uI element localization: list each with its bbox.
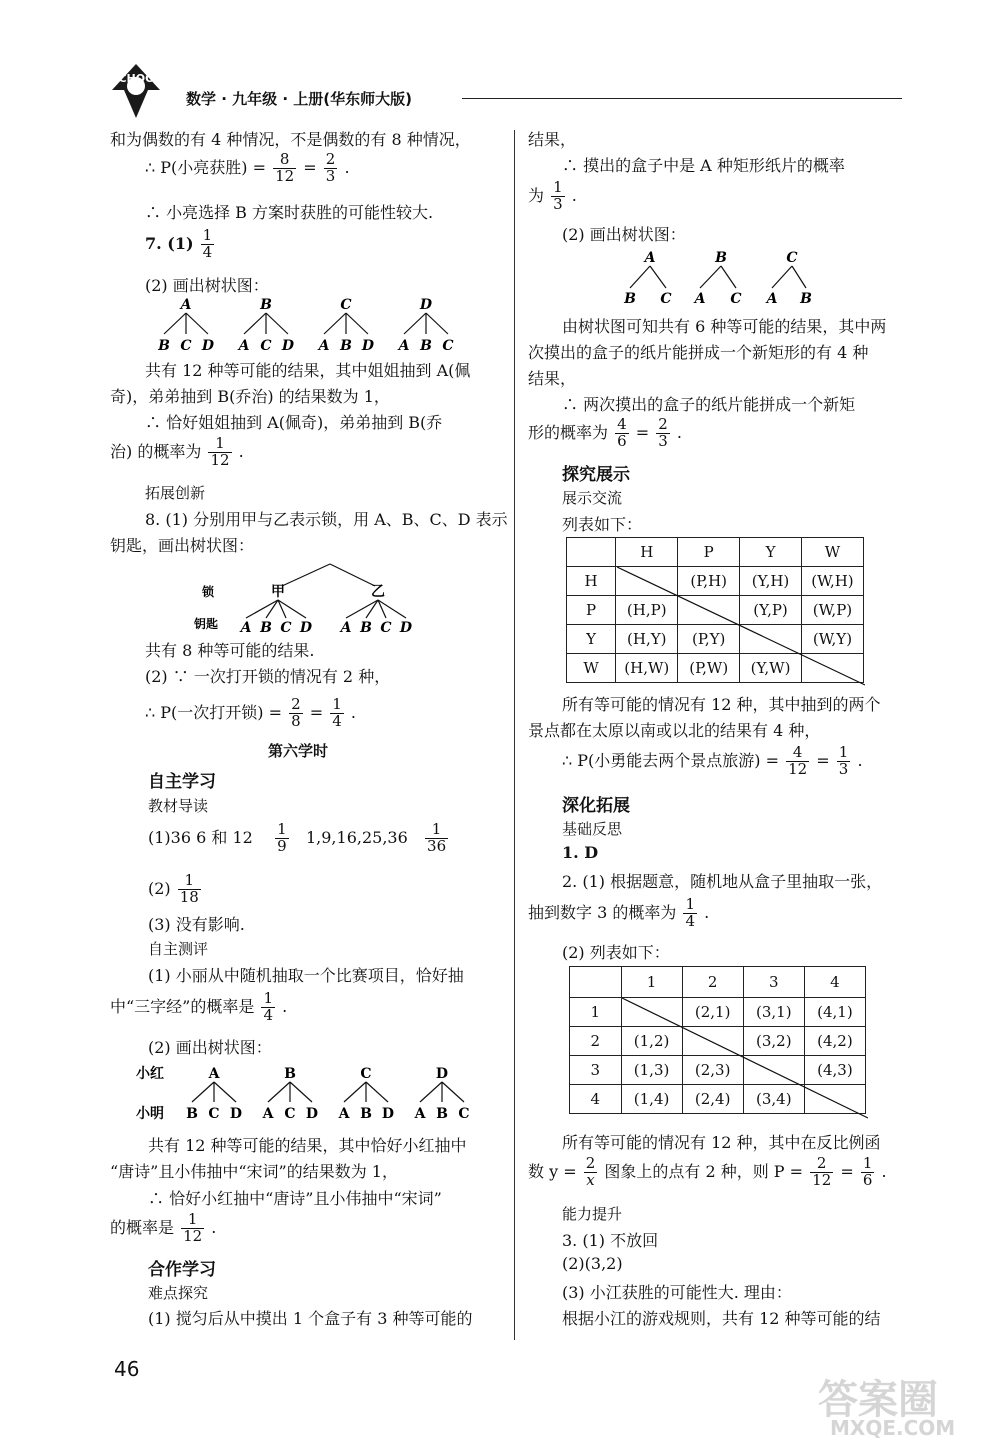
tree-node: B — [260, 620, 272, 636]
table-corner-cell — [567, 538, 616, 567]
text-line: 次摸出的盒子的纸片能拼成一个新矩形的有 4 种 — [528, 343, 869, 362]
answer-line: 的概率是 $\frac{1}{12}$ . — [110, 1210, 217, 1245]
subsection-title: 自主测评 — [148, 940, 209, 958]
text-line: ∴ 摸出的盒子中是 A 种矩形纸片的概率 — [562, 156, 845, 175]
text-line: 钥匙，画出树状图： — [110, 536, 255, 555]
tree-group — [186, 1066, 242, 1122]
equation-line: ∴ P(小勇能去两个景点旅游) = $\frac{4}{12}$ = $\frac{1}{3}$ . — [562, 743, 863, 778]
svg-text:A: A — [208, 1066, 220, 1082]
svg-text:D: D — [229, 1106, 243, 1122]
svg-text:D: D — [381, 1106, 395, 1122]
answer-line: 抽到数字 3 的概率为 $\frac{1}{4}$ . — [528, 895, 710, 930]
svg-text:B: B — [360, 1106, 372, 1122]
tree-node: B — [420, 338, 432, 354]
tree-diagram-1 — [150, 296, 460, 356]
page-number: 46 — [114, 1357, 140, 1381]
table-header-cell: 4 — [804, 967, 865, 998]
tree-node: D — [281, 338, 295, 354]
svg-text:A: A — [766, 291, 778, 307]
table-row: W (H,W) (P,W) (Y,W) — [567, 654, 864, 683]
text-line: 奇)，弟弟抽到 B(乔治) 的结果数为 1， — [110, 387, 390, 406]
table-corner-cell — [570, 967, 622, 998]
row-label: 锁 — [202, 585, 215, 599]
answer-line: 中“三字经”的概率是 $\frac{1}{4}$ . — [110, 989, 288, 1024]
tree-group — [157, 297, 215, 354]
text-line: (2) ∵ 一次打开锁的情况有 2 种， — [145, 667, 391, 686]
tree-node: C — [260, 338, 272, 354]
tree-group — [237, 297, 295, 354]
table-row: H (P,H) (Y,H) (W,H) — [567, 567, 864, 596]
svg-text:B: B — [186, 1106, 198, 1122]
subsection-title: 拓展创新 — [145, 484, 206, 502]
subsection-title: 教材导读 — [148, 797, 209, 815]
tree-node: A — [340, 620, 352, 636]
svg-text:C: C — [360, 1066, 372, 1082]
tree-node: A — [238, 338, 250, 354]
tree-node: A — [398, 338, 410, 354]
answer-line: 7. (1) $\frac{1}{4}$ — [145, 226, 213, 261]
text-line: 2. (1) 根据题意，随机地从盒子里抽取一张， — [562, 872, 883, 891]
answer-line: (1)36 6 和 12 $\frac{1}{9}$ 1,9,16,25,36 $\frac{1}{36}$ — [148, 820, 447, 855]
text-line: 和为偶数的有 4 种情况，不是偶数的有 8 种情况， — [110, 130, 471, 149]
tree-diagram-locks — [190, 556, 430, 638]
tree-group — [765, 250, 813, 307]
table-header-cell: P — [678, 538, 740, 567]
table-row: P (H,P) (Y,P) (W,P) — [567, 596, 864, 625]
svg-text:C: C — [786, 250, 798, 266]
table-header-cell: 3 — [743, 967, 804, 998]
text-line: 共有 12 种等可能的结果，其中恰好小红抽中 — [148, 1136, 467, 1155]
svg-text:C: C — [284, 1106, 296, 1122]
svg-text:A: A — [338, 1106, 350, 1122]
tree-node: 乙 — [371, 584, 385, 600]
table-row: 1 (2,1) (3,1) (4,1) — [570, 998, 866, 1027]
text-line: ∴ 小亮选择 B 方案时获胜的可能性较大. — [145, 203, 434, 222]
text-line: 所有等可能的情况有 12 种，其中抽到的两个 — [562, 695, 881, 714]
table-header-cell: 1 — [621, 967, 682, 998]
tree-node: D — [419, 297, 433, 313]
svg-text:A: A — [644, 250, 656, 266]
answer-line: 为 $\frac{1}{3}$ . — [528, 178, 577, 213]
svg-text:A: A — [694, 291, 706, 307]
text-line: 列表如下： — [562, 515, 643, 534]
tree-node: B — [158, 338, 170, 354]
tree-node: A — [240, 620, 252, 636]
svg-text:D: D — [435, 1066, 449, 1082]
svg-text:C: C — [208, 1106, 220, 1122]
answer-line: 治) 的概率为 $\frac{1}{12}$ . — [110, 434, 244, 469]
subsection-title: 能力提升 — [562, 1205, 623, 1223]
tree-node: B — [260, 297, 272, 313]
text-line: (3) 没有影响. — [148, 915, 245, 934]
section-title: 深化拓展 — [562, 796, 630, 816]
text-line: 3. (1) 不放回 — [562, 1231, 659, 1250]
text-line: (1) 搅匀后从中摸出 1 个盒子有 3 种等可能的 — [148, 1309, 473, 1328]
text-line: (2) 列表如下： — [562, 943, 670, 962]
text-line: 所有等可能的情况有 12 种，其中在反比例函 — [562, 1133, 881, 1152]
text-line: (3) 小江获胜的可能性大. 理由： — [562, 1283, 792, 1302]
text-line: 8. (1) 分别用甲与乙表示锁，用 A、B、C、D 表示 — [145, 510, 508, 529]
text-line: ∴ 两次摸出的盒子的纸片能拼成一个新矩 — [562, 395, 856, 414]
text-line: “唐诗”且小伟抽中“宋词”的结果数为 1， — [110, 1162, 398, 1181]
column-divider — [514, 130, 515, 1340]
header-rule — [462, 98, 902, 99]
tree-group — [262, 1066, 319, 1122]
tree-diagram-3 — [614, 248, 824, 308]
tree-node: C — [280, 620, 292, 636]
svg-text:C: C — [458, 1106, 470, 1122]
answer-line: (2) $\frac{1}{18}$ — [148, 871, 199, 906]
section-title: 合作学习 — [148, 1260, 216, 1280]
tree-node: A — [180, 297, 192, 313]
tree-group — [397, 297, 454, 354]
svg-text:A: A — [414, 1106, 426, 1122]
text-line: ∴ 恰好姐姐抽到 A(佩奇)，弟弟抽到 B(乔 — [145, 413, 443, 432]
tree-node: C — [380, 620, 392, 636]
school-logo-icon — [96, 60, 176, 122]
running-title: 数学 · 九年级 · 上册(华东师大版) — [186, 90, 412, 108]
text-line: 共有 8 种等可能的结果. — [145, 641, 315, 660]
tree-diagram-2 — [110, 1060, 490, 1126]
tree-node: D — [299, 620, 313, 636]
row-label: 小红 — [136, 1066, 164, 1082]
table-row: 2 (1,2) (3,2) (4,2) — [570, 1027, 866, 1056]
table-header-row — [570, 967, 866, 998]
tree-group — [317, 297, 375, 354]
row-label: 钥匙 — [194, 617, 219, 631]
svg-text:C: C — [660, 291, 672, 307]
equation-line: ∴ P(小亮获胜) = $\frac{8}{12}$ = $\frac{2}{3}$ . — [145, 150, 350, 185]
tree-group — [623, 250, 672, 307]
table-row: 4 (1,4) (2,4) (3,4) — [570, 1085, 866, 1114]
text-line: ∴ 恰好小红抽中“唐诗”且小伟抽中“宋词” — [148, 1189, 442, 1208]
watermark-url: MXQE.COM — [830, 1416, 956, 1440]
text-line: 1. D — [562, 843, 599, 862]
table-diagonal-1 — [617, 567, 865, 687]
tree-node: B — [360, 620, 372, 636]
equation-line: 形的概率为 $\frac{4}{6}$ = $\frac{2}{3}$ . — [528, 415, 682, 450]
svg-text:C: C — [730, 291, 742, 307]
text-line: 根据小江的游戏规则，共有 12 种等可能的结 — [562, 1309, 881, 1328]
table-header-cell: H — [616, 538, 678, 567]
section-title: 探究展示 — [562, 465, 630, 485]
svg-text:B: B — [624, 291, 636, 307]
tree-node: B — [340, 338, 352, 354]
section-title: 自主学习 — [148, 772, 216, 792]
svg-text:B: B — [436, 1106, 448, 1122]
table-header-cell: 2 — [682, 967, 743, 998]
tree-node: D — [399, 620, 413, 636]
table-row: 3 (1,3) (2,3) (4,3) — [570, 1056, 866, 1085]
tree-node: D — [201, 338, 215, 354]
equation-line: ∴ P(一次打开锁) = $\frac{2}{8}$ = $\frac{1}{4}$ . — [145, 695, 356, 730]
text-line: (2)(3,2) — [562, 1254, 623, 1273]
svg-text:D: D — [305, 1106, 319, 1122]
table-header-cell: W — [801, 538, 863, 567]
text-line: (2) 画出树状图： — [145, 276, 269, 295]
tree-node: C — [180, 338, 192, 354]
text-line: 景点都在太原以南或以北的结果有 4 种， — [528, 721, 821, 740]
table-header-row — [567, 538, 864, 567]
text-line: 共有 12 种等可能的结果，其中姐姐抽到 A(佩 — [145, 361, 471, 380]
svg-text:A: A — [262, 1106, 274, 1122]
text-line: (2) 画出树状图： — [148, 1038, 272, 1057]
text-line: 由树状图可知共有 6 种等可能的结果，其中两 — [562, 317, 887, 336]
subsection-title: 难点探究 — [148, 1284, 209, 1302]
table-header-cell: Y — [740, 538, 802, 567]
tree-group — [338, 1066, 395, 1122]
tree-group — [414, 1066, 470, 1122]
text-line: 结果， — [528, 130, 577, 149]
row-label: 小明 — [136, 1106, 164, 1122]
table-diagonal-2 — [622, 998, 868, 1120]
subsection-title: 基础反思 — [562, 820, 623, 838]
watermark-text: 答案圈 — [818, 1377, 938, 1423]
lesson-title: 第六学时 — [268, 742, 329, 760]
tree-group — [693, 250, 742, 307]
text-line: 结果， — [528, 369, 577, 388]
logo-text: SCHOOL — [110, 72, 162, 85]
tree-node: C — [340, 297, 352, 313]
tree-node: 甲 — [271, 584, 285, 600]
table-row: Y (H,Y) (P,Y) (W,Y) — [567, 625, 864, 654]
tree-node: A — [318, 338, 330, 354]
svg-text:B: B — [715, 250, 727, 266]
tree-node: D — [361, 338, 375, 354]
text-line: (1) 小丽从中随机抽取一个比赛项目，恰好抽 — [148, 966, 464, 985]
text-line: (2) 画出树状图： — [562, 225, 686, 244]
svg-text:B: B — [800, 291, 812, 307]
tree-node: C — [442, 338, 454, 354]
svg-text:B: B — [284, 1066, 296, 1082]
equation-line: 数 y = $\frac{2}{x}$ 图象上的点有 2 种，则 P = $\frac{2}{12}$ = $\frac{1}{6}$ . — [528, 1154, 887, 1189]
subsection-title: 展示交流 — [562, 489, 623, 507]
